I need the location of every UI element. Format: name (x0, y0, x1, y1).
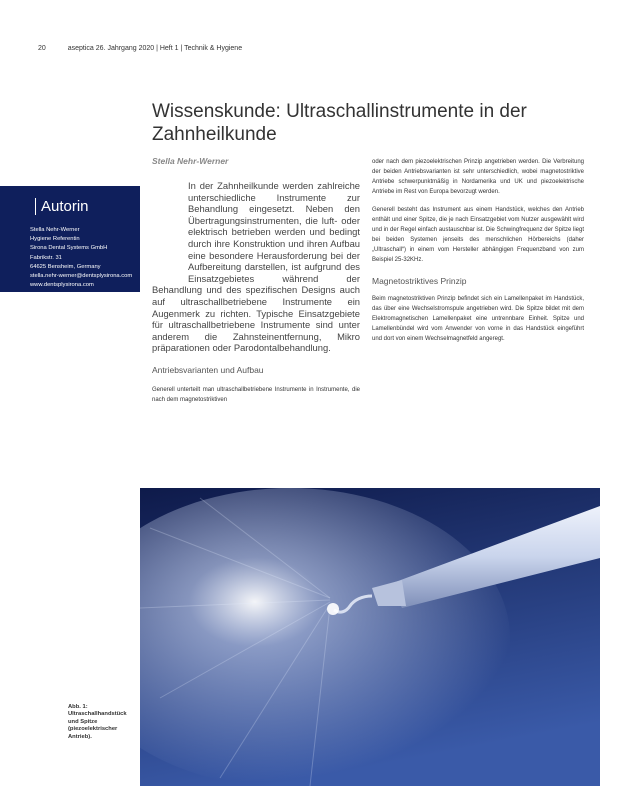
sidebar-heading: Autorin (35, 198, 89, 215)
running-head: aseptica 26. Jahrgang 2020 | Heft 1 | Technik & Hygiene (67, 45, 243, 52)
body-paragraph: Generell unterteilt man ultraschallbetriebene Instrumente in Instrumente, die nach dem magnetostriktiven (152, 386, 360, 403)
body-paragraph: Generell besteht das Instrument aus einem Handstück, welches den Antrieb enthält und einer Spitze, die je nach Einsatzgebiet vom Nutzer ausgewählt wird und in der Regel einfach austauschbar ist. Die Schwingfrequenz der Spitze liegt bei beiden Systemen jenseits des menschlichen Hörbereichs (daher „Ultraschall“) in einem vom Hersteller abhängigen Frequenzband von zum Beispiel 25-32KHz. (372, 207, 584, 263)
tip-glow (327, 603, 339, 615)
running-header (38, 45, 242, 52)
photo-illustration (140, 488, 600, 786)
author-name: Stella Nehr-Werner (152, 156, 229, 166)
body-paragraph: oder nach dem piezoelektrischen Prinzip angetrieben werden. Die Verbreitung der beiden Antriebsvarianten ist sehr unterschiedlich, wobei magnetostriktive Antriebe schwerpunktmäßig in Nordamerika und UK und piezoelektrische Antriebe im Rest von Europa bevorzugt werden. (372, 159, 584, 195)
contact-line: Fabrikstr. 31 (30, 254, 62, 261)
author-contact (30, 226, 132, 290)
contact-line: 64625 Bensheim, Germany (30, 263, 101, 270)
lead-paragraph: In der Zahnheilkunde werden zahlreiche unterschiedliche Instrumente zur Behandlung eingesetzt. Neben den Übertragungsinstrumenten, die luft- oder elektrisch betrieben werden und bedingt durch ihre Konstruktion und ihren Aufbau eine besondere Herausforderung bei der Aufbereitung darstellen, ist aufgrund des Einsatzgebietes während der Behandlung und des spezifischen Designs auch auf ultraschallbetriebene Instrumente ein Augenmerk zu richten. Typische Einsatzgebiete für ultraschallbetriebene Instrumente sind unter anderem die Zahnsteinentfernung, Mikro präparationen oder Parodontalbehandlung. (152, 180, 360, 354)
contact-line: Sirona Dental Systems GmbH (30, 245, 108, 252)
page-number: 20 (38, 45, 46, 52)
figure-caption: Abb. 1: Ultraschallhandstück und Spitze (piezoelektrischer Antrieb). (68, 704, 127, 740)
body-column-left (152, 180, 360, 405)
contact-line: Stella Nehr-Werner (30, 227, 80, 233)
ultrasonic-handpiece-photo (140, 488, 600, 786)
body-paragraph: Beim magnetostriktiven Prinzip befindet sich ein Lamellenpaket im Handstück, das über eine Wechselstromspule angetrieben wird. Die Spitze bildet mit dem Elektromagnetischen Lamellenpaket eine untrennbare Einheit. Spitze und Lamellenbündel wird vom Anwender von vorne in das Handstück eingeführt und dort von einem Wechselmagnetfeld angeregt. (372, 296, 584, 342)
contact-email[interactable]: stella.nehr-werner@dentsplysirona.com (30, 273, 133, 280)
contact-website[interactable]: www.dentsplysirona.com (30, 282, 94, 289)
section-heading: Magnetostriktives Prinzip (372, 276, 467, 286)
body-column-right (372, 157, 584, 352)
sidebar-wrap-spacer (152, 180, 188, 284)
section-heading: Antriebsvarianten und Aufbau (152, 364, 264, 375)
author-sidebar (0, 186, 140, 292)
contact-line: Hygiene Referentin (30, 236, 80, 243)
article-title: Wissenskunde: Ultraschallinstrumente in der Zahnheilkunde (152, 101, 527, 145)
